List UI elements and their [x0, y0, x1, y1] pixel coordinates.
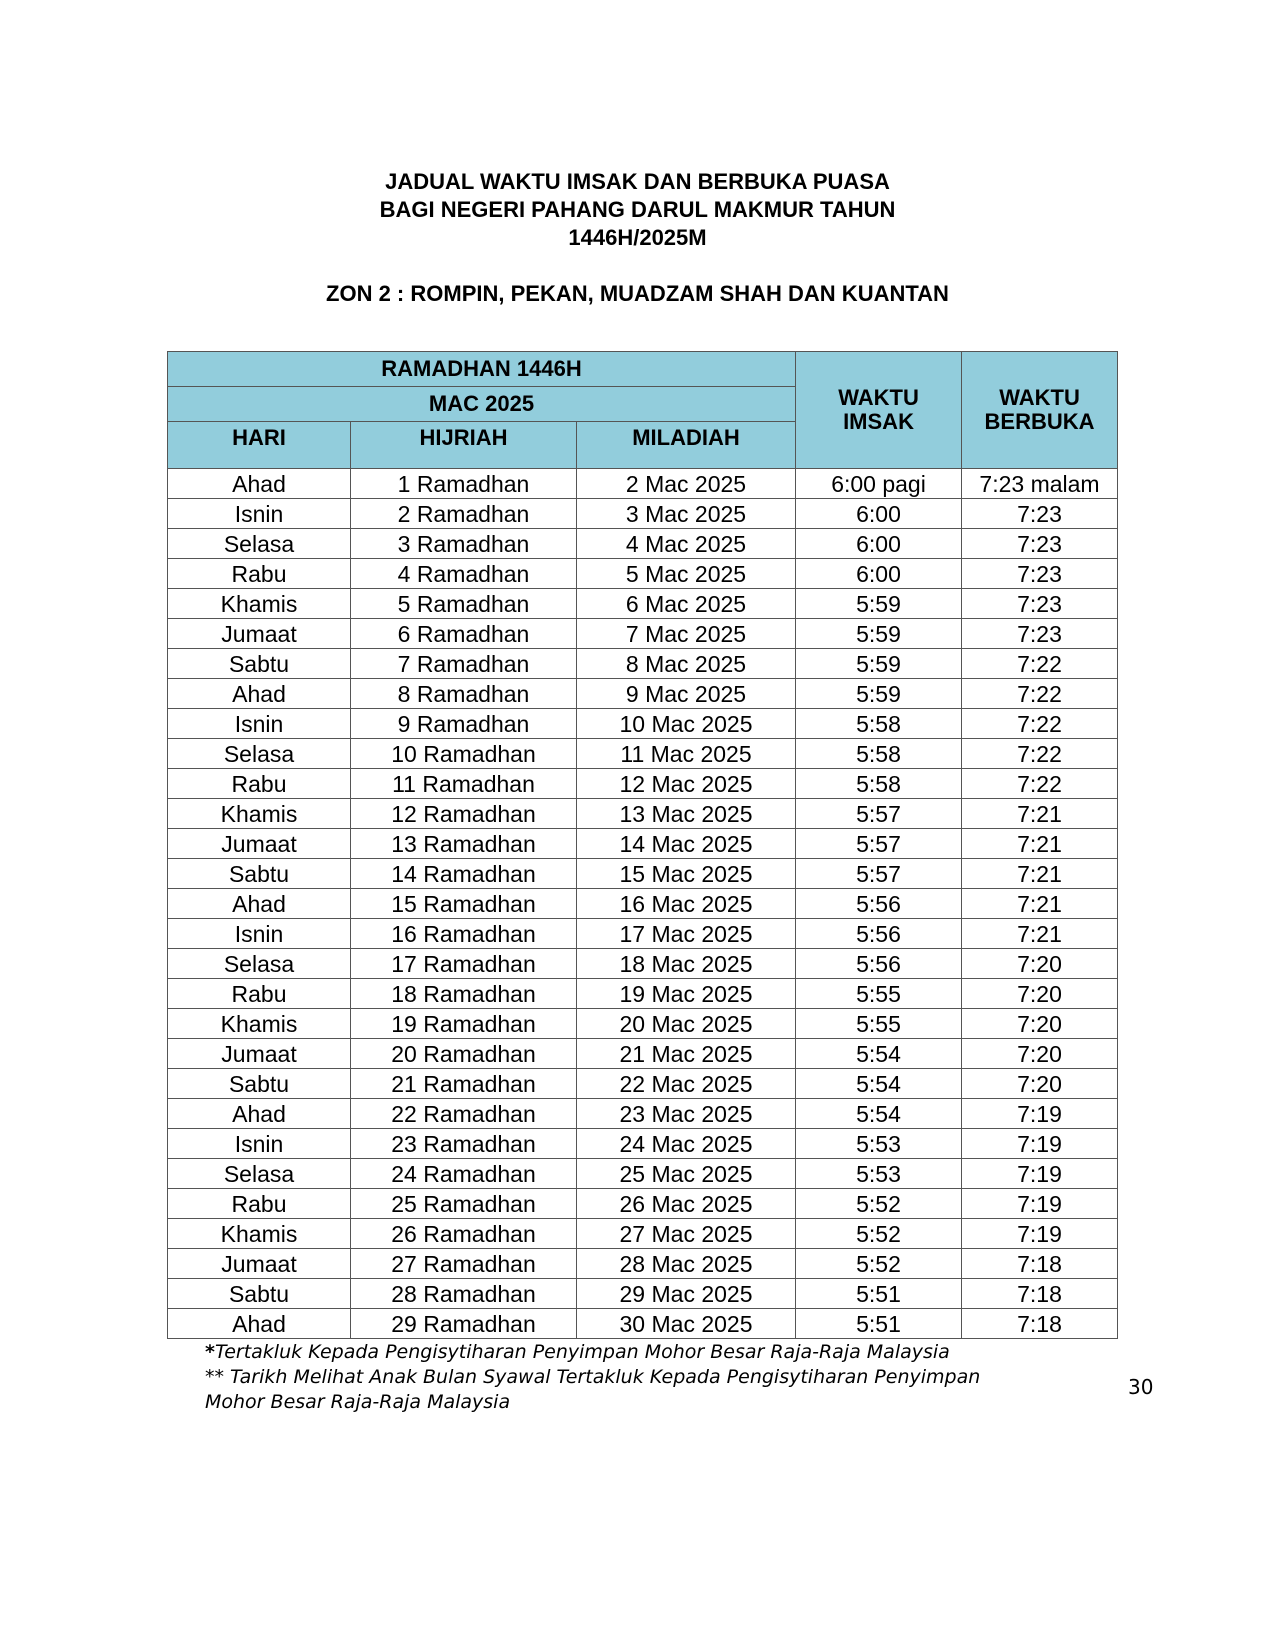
- cell-berbuka: 7:22: [962, 739, 1118, 769]
- cell-hijriah: 13 Ramadhan: [351, 829, 577, 859]
- cell-hijriah: 2 Ramadhan: [351, 499, 577, 529]
- cell-hari: Isnin: [168, 709, 351, 739]
- cell-imsak: 5:55: [796, 1009, 962, 1039]
- cell-hari: Khamis: [168, 589, 351, 619]
- cell-berbuka: 7:22: [962, 709, 1118, 739]
- cell-hijriah: 19 Ramadhan: [351, 1009, 577, 1039]
- cell-berbuka: 7:21: [962, 919, 1118, 949]
- table-row: [168, 619, 1118, 649]
- cell-miladiah: 11 Mac 2025: [577, 739, 796, 769]
- cell-hari: Rabu: [168, 769, 351, 799]
- cell-hari: Rabu: [168, 979, 351, 1009]
- cell-imsak: 5:51: [796, 1309, 962, 1339]
- cell-hari: Khamis: [168, 799, 351, 829]
- cell-hijriah: 1 Ramadhan: [351, 469, 577, 499]
- cell-imsak: 5:57: [796, 829, 962, 859]
- cell-berbuka: 7:21: [962, 829, 1118, 859]
- cell-hari: Ahad: [168, 1309, 351, 1339]
- cell-hari: Isnin: [168, 919, 351, 949]
- cell-berbuka: 7:23: [962, 499, 1118, 529]
- cell-hari: Rabu: [168, 559, 351, 589]
- cell-imsak: 6:00: [796, 529, 962, 559]
- cell-miladiah: 6 Mac 2025: [577, 589, 796, 619]
- cell-imsak: 5:56: [796, 949, 962, 979]
- footnote-1: [205, 1340, 1085, 1365]
- cell-miladiah: 22 Mac 2025: [577, 1069, 796, 1099]
- cell-imsak: 6:00: [796, 559, 962, 589]
- cell-berbuka: 7:23: [962, 559, 1118, 589]
- cell-berbuka: 7:22: [962, 769, 1118, 799]
- table-row: [168, 649, 1118, 679]
- cell-imsak: 5:59: [796, 649, 962, 679]
- table-row: [168, 529, 1118, 559]
- table-row: [168, 1039, 1118, 1069]
- cell-berbuka: 7:23: [962, 589, 1118, 619]
- cell-hijriah: 22 Ramadhan: [351, 1099, 577, 1129]
- cell-berbuka: 7:20: [962, 949, 1118, 979]
- zone-heading: ZON 2 : ROMPIN, PEKAN, MUADZAM SHAH DAN KUANTAN: [326, 281, 949, 306]
- cell-hari: Jumaat: [168, 1249, 351, 1279]
- cell-hari: Khamis: [168, 1219, 351, 1249]
- cell-miladiah: 17 Mac 2025: [577, 919, 796, 949]
- cell-hari: Isnin: [168, 499, 351, 529]
- header-waktu-berbuka: [962, 352, 1118, 469]
- table-row: [168, 589, 1118, 619]
- table-row: [168, 739, 1118, 769]
- cell-imsak: 5:56: [796, 889, 962, 919]
- cell-hijriah: 24 Ramadhan: [351, 1159, 577, 1189]
- table-row: [168, 919, 1118, 949]
- cell-miladiah: 29 Mac 2025: [577, 1279, 796, 1309]
- cell-miladiah: 18 Mac 2025: [577, 949, 796, 979]
- cell-miladiah: 30 Mac 2025: [577, 1309, 796, 1339]
- cell-miladiah: 7 Mac 2025: [577, 619, 796, 649]
- cell-hijriah: 28 Ramadhan: [351, 1279, 577, 1309]
- cell-hijriah: 26 Ramadhan: [351, 1219, 577, 1249]
- cell-hijriah: 14 Ramadhan: [351, 859, 577, 889]
- cell-berbuka: 7:21: [962, 889, 1118, 919]
- table-row: [168, 829, 1118, 859]
- cell-hari: Sabtu: [168, 1279, 351, 1309]
- cell-hari: Sabtu: [168, 859, 351, 889]
- cell-imsak: 5:52: [796, 1249, 962, 1279]
- footnote-1-text: Tertakluk Kepada Pengisytiharan Penyimpan Mohor Besar Raja-Raja Malaysia: [214, 1341, 950, 1363]
- cell-berbuka: 7:18: [962, 1249, 1118, 1279]
- cell-hari: Selasa: [168, 739, 351, 769]
- cell-berbuka: 7:23: [962, 619, 1118, 649]
- cell-hijriah: 29 Ramadhan: [351, 1309, 577, 1339]
- header-hijriah: HIJRIAH: [351, 422, 577, 469]
- cell-imsak: 5:55: [796, 979, 962, 1009]
- cell-imsak: 5:58: [796, 709, 962, 739]
- cell-miladiah: 20 Mac 2025: [577, 1009, 796, 1039]
- cell-berbuka: 7:22: [962, 679, 1118, 709]
- cell-berbuka: 7:19: [962, 1099, 1118, 1129]
- cell-hari: Selasa: [168, 529, 351, 559]
- cell-miladiah: 27 Mac 2025: [577, 1219, 796, 1249]
- imsak-berbuka-table: [167, 351, 1118, 1339]
- cell-hijriah: 10 Ramadhan: [351, 739, 577, 769]
- table-row: [168, 679, 1118, 709]
- cell-berbuka: 7:22: [962, 649, 1118, 679]
- cell-miladiah: 9 Mac 2025: [577, 679, 796, 709]
- cell-hari: Khamis: [168, 1009, 351, 1039]
- footnotes: [205, 1340, 1085, 1415]
- page-number: 30: [1128, 1375, 1154, 1399]
- cell-miladiah: 13 Mac 2025: [577, 799, 796, 829]
- cell-imsak: 5:51: [796, 1279, 962, 1309]
- cell-miladiah: 23 Mac 2025: [577, 1099, 796, 1129]
- cell-berbuka: 7:20: [962, 979, 1118, 1009]
- table-row: [168, 1069, 1118, 1099]
- cell-miladiah: 5 Mac 2025: [577, 559, 796, 589]
- table-row: [168, 1159, 1118, 1189]
- document-title: [0, 168, 1275, 308]
- cell-miladiah: 3 Mac 2025: [577, 499, 796, 529]
- table-row: [168, 1129, 1118, 1159]
- cell-hijriah: 7 Ramadhan: [351, 649, 577, 679]
- table-row: [168, 559, 1118, 589]
- cell-imsak: 6:00: [796, 499, 962, 529]
- title-line-2: BAGI NEGERI PAHANG DARUL MAKMUR TAHUN: [379, 197, 896, 222]
- cell-hari: Jumaat: [168, 829, 351, 859]
- cell-hari: Ahad: [168, 679, 351, 709]
- cell-berbuka: 7:21: [962, 799, 1118, 829]
- cell-imsak: 5:56: [796, 919, 962, 949]
- cell-berbuka: 7:19: [962, 1129, 1118, 1159]
- cell-hari: Ahad: [168, 889, 351, 919]
- cell-imsak: 5:59: [796, 619, 962, 649]
- cell-hari: Sabtu: [168, 1069, 351, 1099]
- cell-berbuka: 7:19: [962, 1159, 1118, 1189]
- cell-hijriah: 4 Ramadhan: [351, 559, 577, 589]
- header-miladiah: MILADIAH: [577, 422, 796, 469]
- header-ramadhan: RAMADHAN 1446H: [168, 352, 796, 387]
- cell-miladiah: 14 Mac 2025: [577, 829, 796, 859]
- cell-miladiah: 4 Mac 2025: [577, 529, 796, 559]
- cell-miladiah: 19 Mac 2025: [577, 979, 796, 1009]
- table-row: [168, 499, 1118, 529]
- cell-hari: Selasa: [168, 1159, 351, 1189]
- cell-miladiah: 26 Mac 2025: [577, 1189, 796, 1219]
- header-waktu-imsak-line1: WAKTU: [838, 385, 919, 410]
- table-header: [168, 352, 1118, 469]
- cell-imsak: 5:58: [796, 739, 962, 769]
- cell-berbuka: 7:20: [962, 1069, 1118, 1099]
- cell-hijriah: 6 Ramadhan: [351, 619, 577, 649]
- cell-miladiah: 2 Mac 2025: [577, 469, 796, 499]
- cell-imsak: 5:58: [796, 769, 962, 799]
- table-row: [168, 1279, 1118, 1309]
- cell-berbuka: 7:20: [962, 1039, 1118, 1069]
- table-row: [168, 1249, 1118, 1279]
- cell-miladiah: 21 Mac 2025: [577, 1039, 796, 1069]
- table-row: [168, 949, 1118, 979]
- cell-hari: Sabtu: [168, 649, 351, 679]
- cell-berbuka: 7:18: [962, 1309, 1118, 1339]
- cell-imsak: 5:54: [796, 1099, 962, 1129]
- cell-imsak: 5:52: [796, 1219, 962, 1249]
- cell-imsak: 5:54: [796, 1069, 962, 1099]
- header-waktu-berbuka-line1: WAKTU: [999, 385, 1080, 410]
- cell-miladiah: 16 Mac 2025: [577, 889, 796, 919]
- cell-imsak: 6:00 pagi: [796, 469, 962, 499]
- cell-berbuka: 7:23 malam: [962, 469, 1118, 499]
- header-month: MAC 2025: [168, 387, 796, 422]
- table-body: [168, 469, 1118, 1339]
- cell-hijriah: 20 Ramadhan: [351, 1039, 577, 1069]
- cell-miladiah: 25 Mac 2025: [577, 1159, 796, 1189]
- table-row: [168, 979, 1118, 1009]
- footnote-2-line1: ** Tarikh Melihat Anak Bulan Syawal Tertakluk Kepada Pengisytiharan Penyimpan: [205, 1366, 981, 1388]
- cell-miladiah: 10 Mac 2025: [577, 709, 796, 739]
- cell-miladiah: 24 Mac 2025: [577, 1129, 796, 1159]
- cell-hari: Jumaat: [168, 1039, 351, 1069]
- cell-hari: Ahad: [168, 1099, 351, 1129]
- cell-imsak: 5:53: [796, 1159, 962, 1189]
- cell-hijriah: 23 Ramadhan: [351, 1129, 577, 1159]
- table-row: [168, 709, 1118, 739]
- table-row: [168, 769, 1118, 799]
- header-waktu-berbuka-line2: BERBUKA: [984, 409, 1095, 434]
- cell-berbuka: 7:23: [962, 529, 1118, 559]
- footnote-1-marker: *: [205, 1341, 215, 1363]
- cell-berbuka: 7:18: [962, 1279, 1118, 1309]
- header-waktu-imsak-line2: IMSAK: [843, 409, 914, 434]
- cell-hijriah: 5 Ramadhan: [351, 589, 577, 619]
- cell-hari: Ahad: [168, 469, 351, 499]
- cell-imsak: 5:59: [796, 679, 962, 709]
- cell-imsak: 5:54: [796, 1039, 962, 1069]
- cell-hijriah: 8 Ramadhan: [351, 679, 577, 709]
- cell-miladiah: 8 Mac 2025: [577, 649, 796, 679]
- cell-miladiah: 28 Mac 2025: [577, 1249, 796, 1279]
- cell-imsak: 5:57: [796, 859, 962, 889]
- cell-hijriah: 25 Ramadhan: [351, 1189, 577, 1219]
- cell-imsak: 5:53: [796, 1129, 962, 1159]
- cell-hijriah: 9 Ramadhan: [351, 709, 577, 739]
- cell-hijriah: 16 Ramadhan: [351, 919, 577, 949]
- table-row: [168, 799, 1118, 829]
- footnote-2-line2: Mohor Besar Raja-Raja Malaysia: [205, 1391, 511, 1413]
- cell-berbuka: 7:19: [962, 1189, 1118, 1219]
- table-row: [168, 889, 1118, 919]
- table-row: [168, 1189, 1118, 1219]
- cell-berbuka: 7:20: [962, 1009, 1118, 1039]
- cell-hijriah: 17 Ramadhan: [351, 949, 577, 979]
- table-row: [168, 859, 1118, 889]
- cell-miladiah: 15 Mac 2025: [577, 859, 796, 889]
- cell-hijriah: 27 Ramadhan: [351, 1249, 577, 1279]
- table-row: [168, 1099, 1118, 1129]
- cell-hijriah: 21 Ramadhan: [351, 1069, 577, 1099]
- cell-hari: Jumaat: [168, 619, 351, 649]
- title-line-1: JADUAL WAKTU IMSAK DAN BERBUKA PUASA: [385, 169, 890, 194]
- cell-hari: Rabu: [168, 1189, 351, 1219]
- cell-hijriah: 12 Ramadhan: [351, 799, 577, 829]
- table-row: [168, 1219, 1118, 1249]
- cell-berbuka: 7:19: [962, 1219, 1118, 1249]
- cell-hari: Selasa: [168, 949, 351, 979]
- table-row: [168, 1009, 1118, 1039]
- cell-hari: Isnin: [168, 1129, 351, 1159]
- title-line-3: 1446H/2025M: [568, 225, 707, 250]
- cell-imsak: 5:52: [796, 1189, 962, 1219]
- cell-imsak: 5:59: [796, 589, 962, 619]
- cell-hijriah: 3 Ramadhan: [351, 529, 577, 559]
- table-row: [168, 1309, 1118, 1339]
- header-waktu-imsak: [796, 352, 962, 469]
- cell-imsak: 5:57: [796, 799, 962, 829]
- cell-berbuka: 7:21: [962, 859, 1118, 889]
- cell-hijriah: 18 Ramadhan: [351, 979, 577, 1009]
- cell-hijriah: 15 Ramadhan: [351, 889, 577, 919]
- cell-miladiah: 12 Mac 2025: [577, 769, 796, 799]
- table-row: [168, 469, 1118, 499]
- header-hari: HARI: [168, 422, 351, 469]
- cell-hijriah: 11 Ramadhan: [351, 769, 577, 799]
